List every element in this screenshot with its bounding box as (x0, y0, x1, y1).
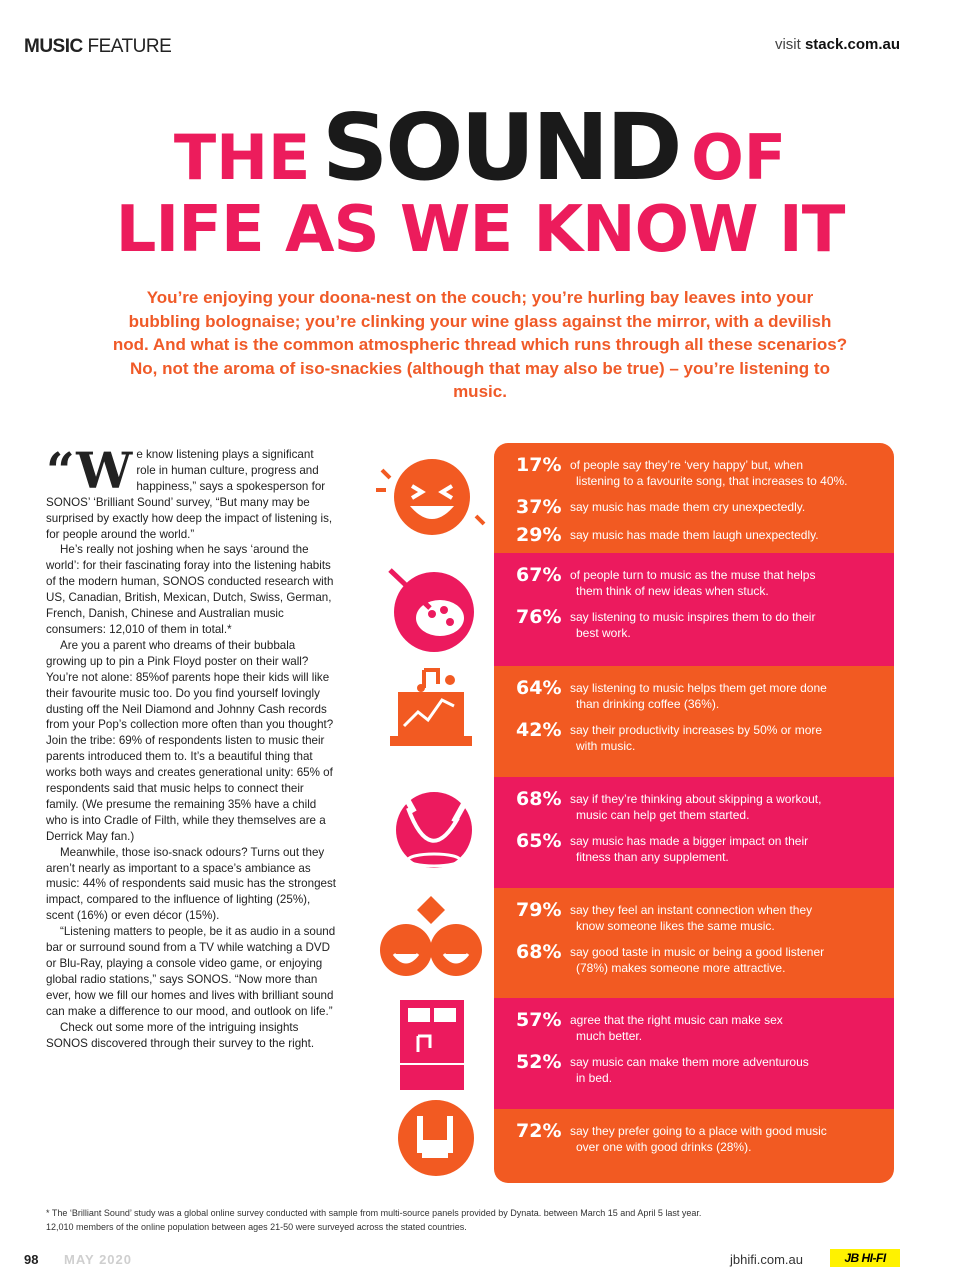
stat-percentage: 68% (516, 941, 562, 963)
visit-prefix: visit (774, 36, 801, 53)
stat-text-line-2: with music. (576, 739, 636, 753)
stat-text (570, 789, 821, 823)
stat-text-line-2: listening to a favourite song, that increases to 40%. (576, 474, 848, 488)
stat-text-line-2: music can help get them started. (576, 808, 750, 822)
stat-text-line-2: best work. (576, 626, 631, 640)
stat-panel-2 (494, 553, 894, 666)
stat-percentage: 57% (516, 1009, 562, 1031)
stat-percentage: 42% (516, 719, 562, 741)
stat-text-line-1: say music has made a bigger impact on their (570, 834, 809, 848)
stat-text (570, 1121, 827, 1155)
stats-panel (494, 443, 894, 1183)
stat-text (570, 497, 805, 515)
paint-palette-icon (372, 560, 492, 660)
stat-item (516, 789, 878, 823)
stat-item (516, 942, 878, 976)
skipping-rope-icon (378, 778, 488, 878)
stat-text-line-2: over one with good drinks (28%). (576, 1140, 752, 1154)
stat-percentage: 79% (516, 899, 562, 921)
stat-panel-6 (494, 998, 894, 1109)
stat-text (570, 720, 822, 754)
stat-text-line-2: know someone likes the same music. (576, 919, 775, 933)
stat-percentage: 76% (516, 606, 562, 628)
section-header (24, 36, 171, 58)
stat-percentage: 52% (516, 1051, 562, 1073)
subsection-name: FEATURE (87, 36, 172, 57)
section-name: MUSIC (24, 36, 83, 57)
couple-faces-icon (376, 888, 486, 988)
stat-text-line-1: say they prefer going to a place with good music (570, 1124, 827, 1138)
paragraph-2: He’s really not joshing when he says ‘around the world’: for their fascinating foray into the listening habits of the modern human, SONOS conducted research with US, Canadian, British, Mexican, Dutch, Swiss, German, French, Danish, Chinese and Australian music consumers: 12,010 of them in total.* (46, 543, 334, 636)
headline-word-of: OF (691, 121, 787, 194)
stat-panel-3 (494, 666, 894, 777)
footnote (46, 1206, 701, 1234)
stat-text-line-1: of people turn to music as the muse that helps (570, 568, 816, 582)
paragraph-4: Meanwhile, those iso-snack odours? Turns out they aren’t nearly as important to a space’s ambiance as music: 44% of respondents said music has the strongest impact, compared to the influence of lighting (25%), scent (16%) or even décor (15%). (46, 845, 336, 923)
stat-panel-5 (494, 888, 894, 998)
stat-text-line-1: say listening to music inspires them to do their (570, 610, 816, 624)
rock-hand-icon (388, 1094, 488, 1184)
stat-percentage: 17% (516, 454, 562, 476)
stat-panel-4 (494, 777, 894, 888)
laptop-music-icon (384, 660, 484, 760)
stat-text-line-2: them think of new ideas when stuck. (576, 584, 769, 598)
page-number: 98 (24, 1252, 39, 1267)
stat-percentage: 64% (516, 677, 562, 699)
stat-item (516, 1052, 878, 1086)
stat-text-line-1: say music has made them cry unexpectedly. (570, 500, 806, 514)
bed-music-icon (394, 996, 474, 1096)
stat-text-line-1: say listening to music helps them get more done (570, 681, 827, 695)
stat-text (570, 942, 824, 976)
paragraph-1: “W e know listening plays a significant role in human culture, progress and happiness,” says a spokesperson for SONOS’ ‘Brilliant Sound’ survey, “But many may be surprised by exactly how deep the impact of listening is, for people around the world.” (46, 441, 333, 541)
stat-item (516, 678, 878, 712)
stat-percentage: 68% (516, 788, 562, 810)
stat-percentage: 65% (516, 830, 562, 852)
footer-url[interactable]: jbhifi.com.au (730, 1252, 803, 1267)
stat-percentage: 67% (516, 564, 562, 586)
stat-text-line-1: of people say they’re ‘very happy’ but, when (570, 458, 804, 472)
stat-text (570, 900, 812, 934)
stat-text-line-1: say they feel an instant connection when they (570, 903, 813, 917)
paragraph-5: “Listening matters to people, be it as audio in a sound bar or surround sound from a TV while watching a DVD or Blu-Ray, playing a console video game, or enjoying global radio stations,” says SONOS. “Now more than ever, how we fill our homes and lives with brilliant sound can make a difference to our mood, and outlook on life.” (46, 925, 336, 1018)
dropcap: “W (46, 441, 133, 500)
stat-text (570, 831, 808, 865)
stat-item (516, 900, 878, 934)
stat-percentage: 72% (516, 1120, 562, 1142)
stat-text (570, 455, 848, 489)
stat-text-line-1: say if they’re thinking about skipping a workout, (570, 792, 822, 806)
stat-text (570, 1010, 783, 1044)
stat-text-line-2: fitness than any supplement. (576, 850, 729, 864)
stat-text-line-1: agree that the right music can make sex (570, 1013, 783, 1027)
footnote-line-2: 12,010 members of the online population between ages 21-50 were surveyed across the stated countries. (46, 1222, 467, 1232)
visit-link[interactable] (775, 36, 900, 53)
headline-word-the: THE (173, 121, 311, 194)
stat-text-line-1: say their productivity increases by 50% or more (570, 723, 823, 737)
stat-text-line-1: say good taste in music or being a good listener (570, 945, 825, 959)
stat-item (516, 1010, 878, 1044)
stat-item (516, 525, 878, 545)
stat-item (516, 1121, 878, 1155)
laughing-face-icon (372, 450, 492, 540)
stat-text-line-2: (78%) makes someone more attractive. (576, 961, 786, 975)
visit-url: stack.com.au (804, 36, 900, 53)
stat-text (570, 678, 827, 712)
stat-item (516, 607, 878, 641)
stat-item (516, 497, 878, 517)
stat-percentage: 37% (516, 496, 562, 518)
stat-text-line-2: in bed. (576, 1071, 613, 1085)
jbhifi-logo: JB HI-FI (830, 1249, 900, 1267)
stat-item (516, 565, 878, 599)
stat-item (516, 455, 878, 489)
stat-text-line-2: much better. (576, 1029, 643, 1043)
stat-text (570, 1052, 809, 1086)
stat-text-line-1: say music can make them more adventurous (570, 1055, 809, 1069)
stat-percentage: 29% (516, 524, 562, 546)
standfirst: You’re enjoying your doona-nest on the couch; you’re hurling bay leaves into your bubbling bolognaise; you’re clinking your wine glass against the mirror, with a devilish nod. And what is the common atmospheric thread which runs through all these scenarios? No, not the aroma of iso-snackies (although that may also be true) – you’re listening to music. (112, 288, 848, 401)
footnote-line-1: * The ‘Brilliant Sound’ study was a global online survey conducted with sample from multi-source panels provided by Dynata. between March 15 and April 5 last year. (46, 1208, 702, 1218)
issue-date: MAY 2020 (64, 1252, 132, 1267)
stat-panel-7 (494, 1109, 894, 1183)
headline-line-2: LIFE AS WE KNOW IT (115, 193, 845, 267)
stat-text-line-1: say music has made them laugh unexpectedly. (570, 528, 819, 542)
stat-text-line-2: than drinking coffee (36%). (576, 697, 720, 711)
paragraph-6: Check out some more of the intriguing insights SONOS discovered through their survey to the right. (46, 1020, 315, 1050)
article-body (46, 441, 336, 1051)
headline-word-sound: SOUND (321, 94, 680, 201)
stat-text (570, 607, 815, 641)
stat-panel-1 (494, 443, 894, 553)
stat-text (570, 565, 815, 599)
stat-text (570, 525, 819, 543)
stat-item (516, 720, 878, 754)
paragraph-3: Are you a parent who dreams of their bubbala growing up to pin a Pink Floyd poster on their wall? You’re not alone: 85%of parents hope their kids will like their favourite music too. Do you find yourself lovingly dusting off the Neil Diamond and Johnny Cash records from your Pop’s collection more often than you thought? Join the tribe: 69% of respondents listen to music their parents introduced them to. It’s a beautiful thing that works both ways and creates generational unity: 65% of respondents said that music helps to connect their family. (We presume the remaining 35% have a child who is into Cradle of Filth, while they themselves are a Derrick May fan.) (46, 638, 334, 843)
stat-item (516, 831, 878, 865)
